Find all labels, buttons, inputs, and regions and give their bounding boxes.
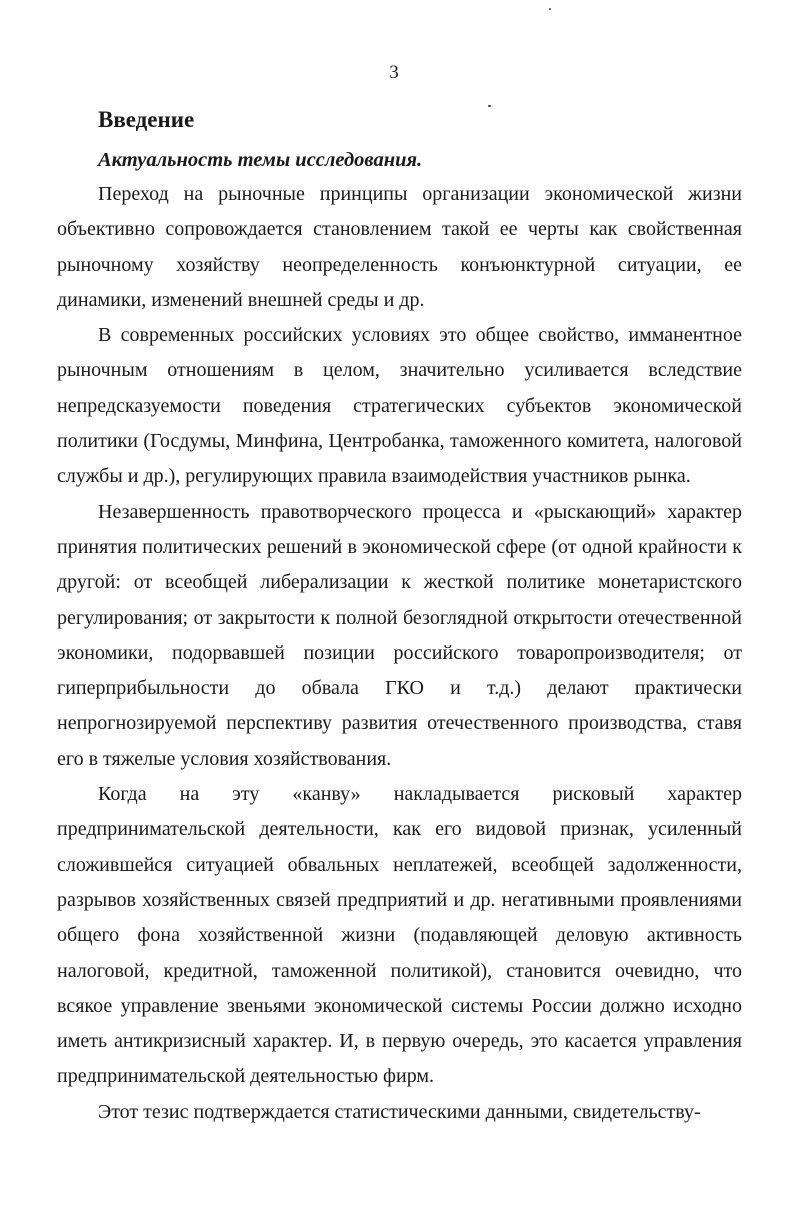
section-subheading: Актуальность темы исследования. xyxy=(98,149,423,171)
paragraph: Переход на рыночные принципы организации экономической жизни объективно сопровождается становлением такой ее черты как свойственная рыночному хозяйству неопределенность конъюнктурной ситуации, ее динамики, изменений внешней среды и др. xyxy=(57,183,742,311)
page-number: 3 xyxy=(389,62,399,83)
paragraph: Незавершенность правотворческого процесса и «рыскающий» характер принятия политических решений в экономической сфере (от одной крайности к другой: от всеобщей либерализации к жесткой политике монетаристского регулирования; от закрытости к полной безоглядной открытости отечественной экономики, подорвавшей позиции российского товаропроизводителя; от гиперприбыльности до обвала ГКО и т.д.) делают практически непрогнозируемой перспективу развития отечественного производства, ставя его в тяжелые условия хозяйствования. xyxy=(57,500,742,770)
paragraph: Когда на эту «канву» накладывается рисковый характер предпринимательской деятельности, как его видовой признак, усиленный сложившейся ситуацией обвальных неплатежей, всеобщей задолженности, разрывов хозяйственных связей предприятий и др. негативными проявлениями общего фона хозяйственной жизни (подавляющей деловую активность налоговой, кредитной, таможенной политикой), становится очевидно, что всякое управление звеньями экономической системы России должно исходно иметь антикризисный характер. И, в первую очередь, это касается управления предпринимательской деятельностью фирм. xyxy=(57,783,742,1088)
section-heading: Введение xyxy=(98,107,195,132)
paragraph: В современных российских условиях это общее свойство, имманентное рыночным отношениям в целом, значительно усиливается вследствие непредсказуемости поведения стратегических субъектов экономической политики (Госдумы, Минфина, Центробанка, таможенного комитета, налоговой службы и др.), регулирующих правила взаимодействия участников рынка. xyxy=(57,324,742,488)
paragraph: Этот тезис подтверждается статистическими данными, свидетельству- xyxy=(98,1100,701,1123)
body-text xyxy=(57,177,742,1130)
scan-speck xyxy=(488,105,491,107)
scan-speck xyxy=(549,8,551,10)
